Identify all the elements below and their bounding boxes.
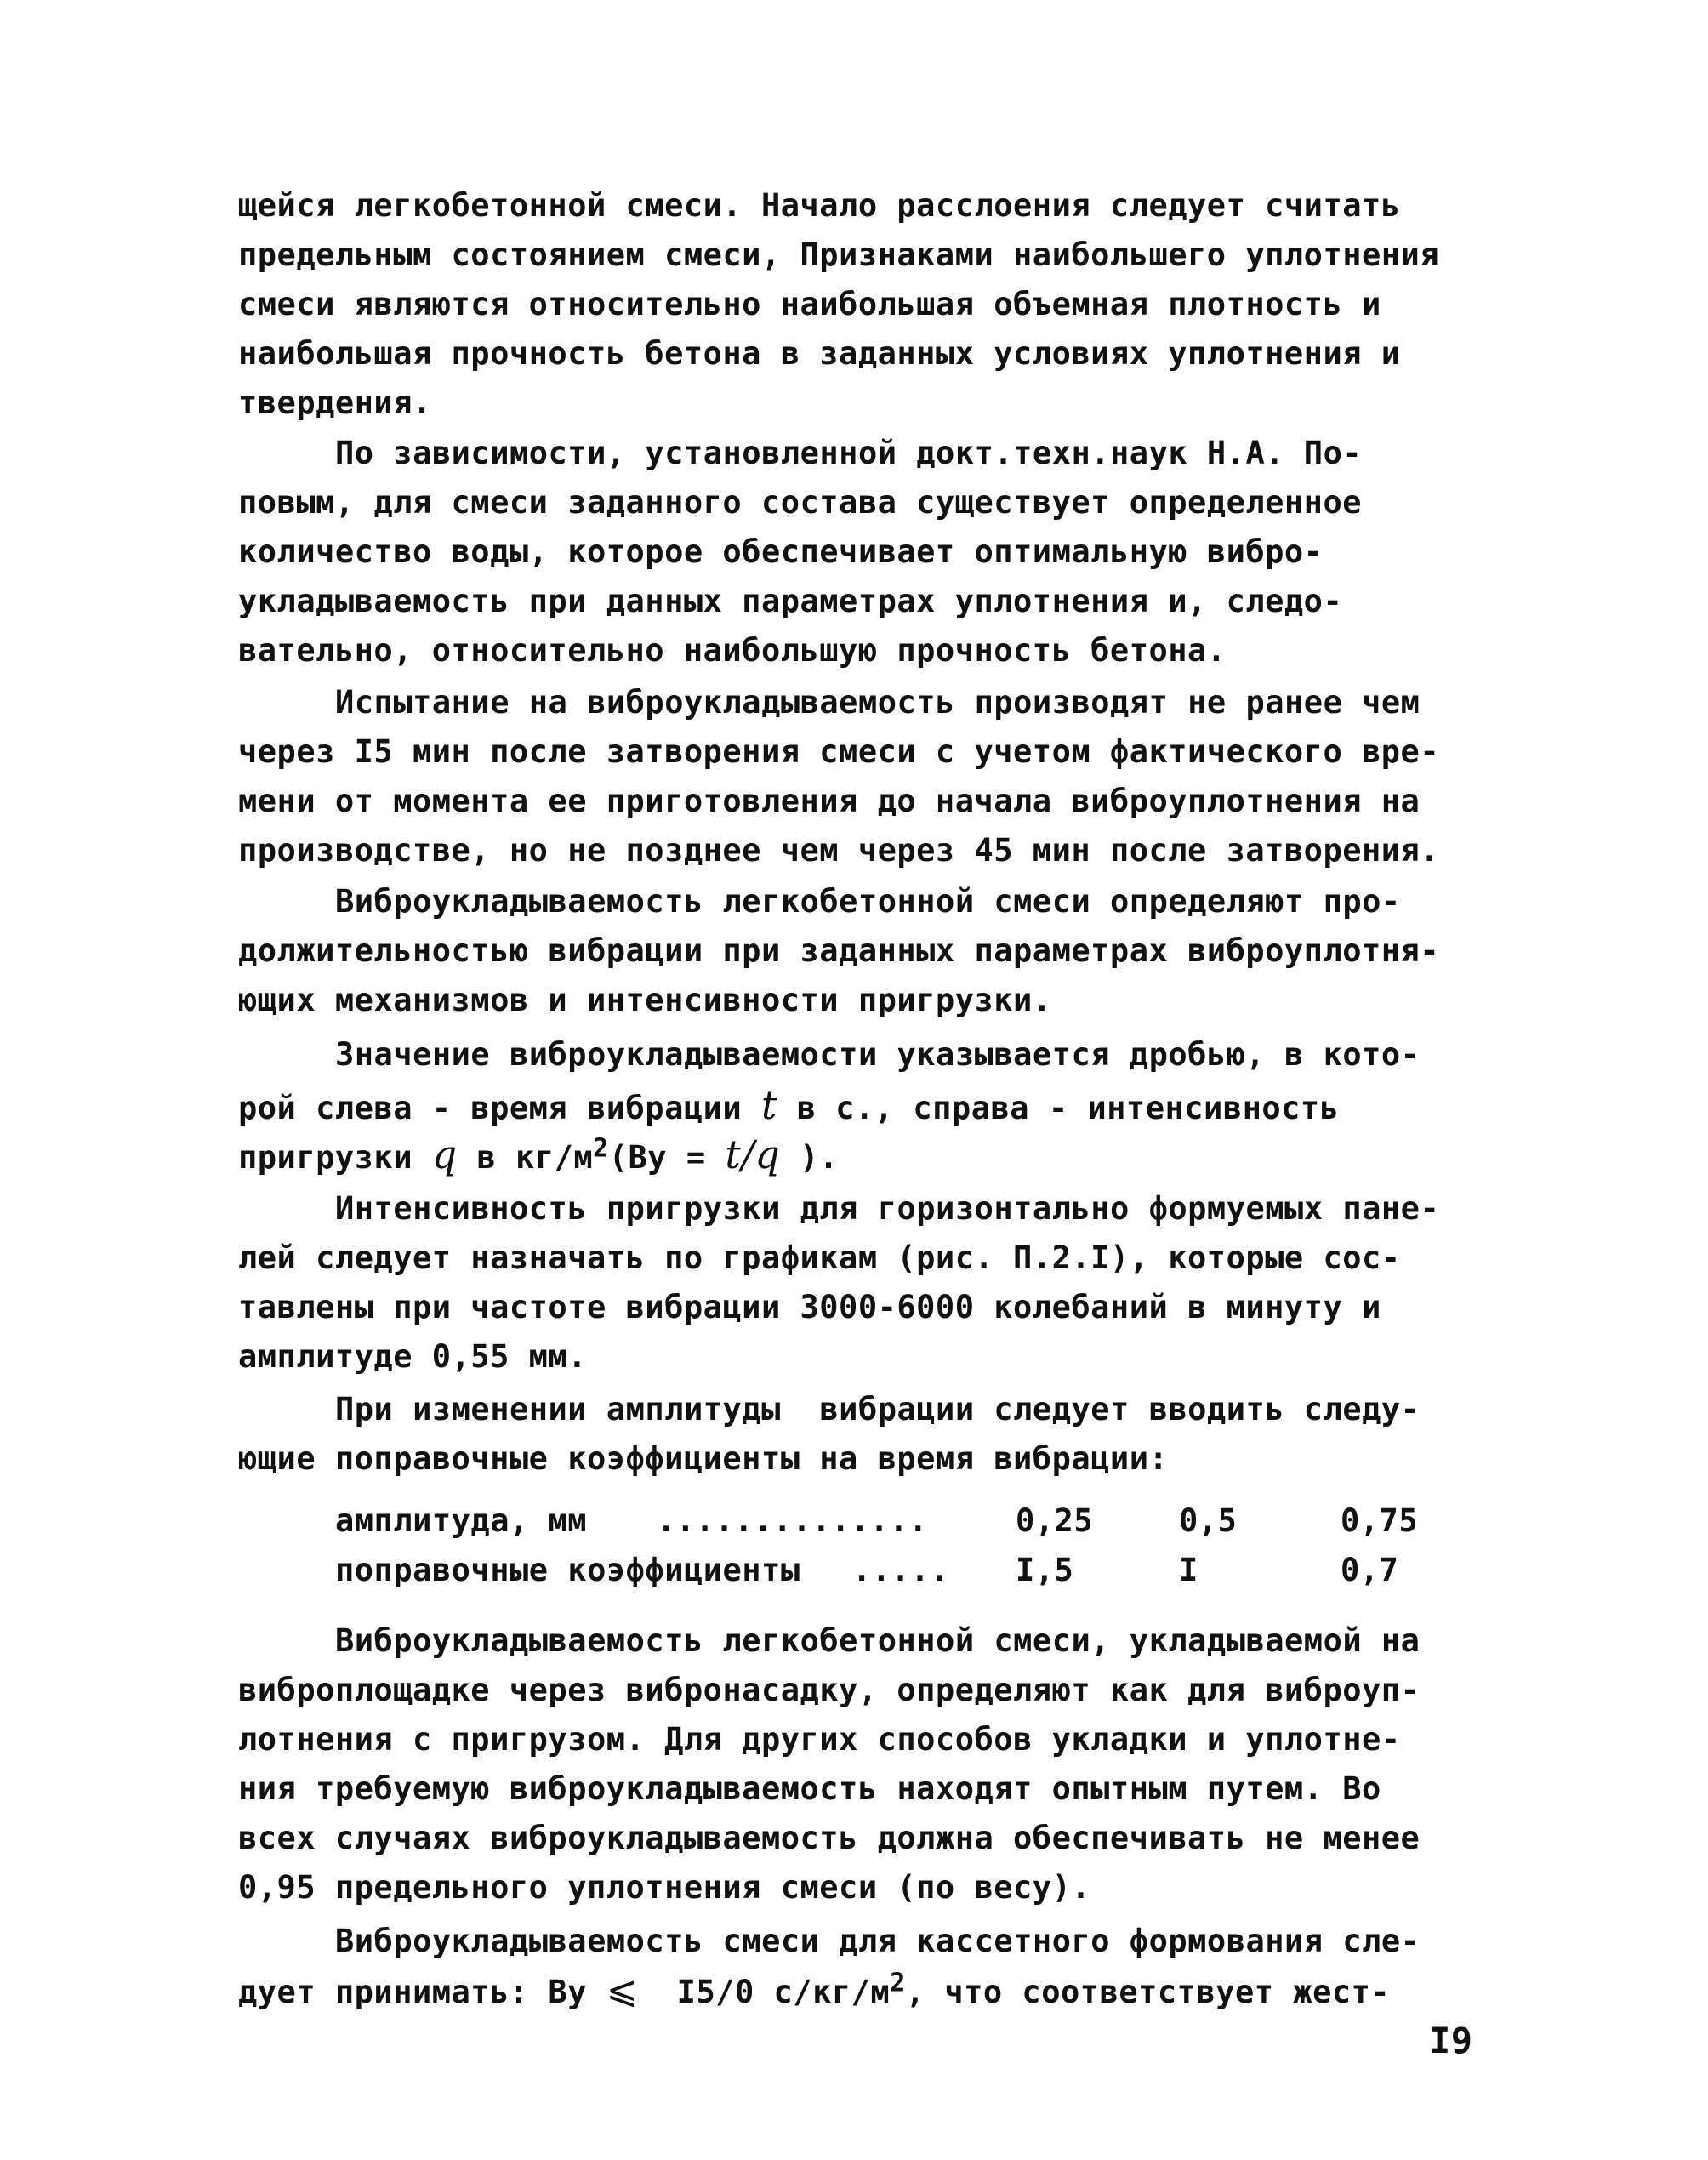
text-line: производстве, но не позднее чем через 45 мин после затворения. (238, 832, 1440, 869)
text-line: Виброукладываемость смеси для кассетного формования сле- (335, 1923, 1420, 1959)
text-line-with-formula (238, 1080, 1339, 1133)
text-line: вательно, относительно наибольшую прочность бетона. (238, 632, 1227, 669)
text-line: щейся легкобетонной смеси. Начало расслоения следует считать (238, 187, 1401, 224)
superscript-2: 2 (593, 1133, 609, 1164)
text-line: По зависимости, установленной докт.техн.наук Н.А. По- (335, 435, 1363, 471)
table-cell: I (1179, 1552, 1198, 1588)
text-line: наибольшая прочность бетона в заданных условиях уплотнения и (238, 335, 1401, 372)
text-line: Испытание на виброукладываемость производят не ранее чем (335, 684, 1420, 721)
text-fragment: в с., справа - интенсивность (777, 1090, 1340, 1126)
text-line: смеси являются относительно наибольшая объемная плотность и (238, 286, 1381, 322)
superscript-2: 2 (890, 1968, 906, 1998)
text-line: ния требуемую виброукладываемость находят опытным путем. Во (238, 1770, 1381, 1807)
text-line: Виброукладываемость легкобетонной смеси определяют про- (335, 883, 1401, 920)
text-line: ющих механизмов и интенсивности пригрузки. (238, 982, 1052, 1018)
text-line-with-formula (238, 1966, 1390, 2017)
text-fragment: дует принимать: Ву (238, 1974, 606, 2010)
text-line: Значение виброукладываемости указывается дробью, в кото- (335, 1036, 1420, 1073)
table-cell: 0,7 (1341, 1552, 1399, 1588)
text-line: лотнения с пригрузом. Для других способов укладки и уплотне- (238, 1721, 1401, 1758)
table-cell: 0,25 (1016, 1502, 1094, 1539)
text-fragment: I5/0 с/кг/м (638, 1974, 891, 2010)
less-or-equal-sign: ⩽ (606, 1969, 639, 2012)
table-row-label: поправочные коэффициенты (335, 1552, 800, 1588)
text-line: лей следует назначать по графикам (рис. П.2.I), которые сос- (238, 1240, 1401, 1276)
table-cell: 0,75 (1341, 1502, 1419, 1539)
table-row-label: амплитуда, мм (335, 1502, 588, 1539)
text-line: мени от момента ее приготовления до начала виброуплотнения на (238, 783, 1420, 819)
text-line: количество воды, которое обеспечивает оптимальную вибро- (238, 533, 1324, 570)
leader-dots: .............. (657, 1502, 928, 1539)
table-cell: 0,5 (1179, 1502, 1238, 1539)
text-line: Интенсивность пригрузки для горизонтально формуемых пане- (335, 1190, 1440, 1227)
text-line: тавлены при частоте вибрации 3000-6000 колебаний в минуту и (238, 1289, 1381, 1325)
table-row (335, 1496, 1441, 1546)
text-line: ющие поправочные коэффициенты на время вибрации: (238, 1440, 1169, 1477)
leader-dots: ..... (852, 1552, 949, 1588)
text-line: всех случаях виброукладываемость должна обеспечивать не менее (238, 1820, 1420, 1856)
text-line: амплитуде 0,55 мм. (238, 1338, 587, 1375)
table-cell: I,5 (1016, 1552, 1074, 1588)
text-fragment: рой слева - время вибрации (238, 1090, 761, 1126)
text-line: твердения. (238, 385, 432, 421)
text-line: повым, для смеси заданного состава существует определенное (238, 484, 1363, 521)
handwritten-q-symbol: q (431, 1131, 458, 1177)
text-fragment: в кг/м (457, 1139, 594, 1176)
text-line: Виброукладываемость легкобетонной смеси, укладываемой на (335, 1622, 1420, 1659)
text-fragment: , что соответствует жест- (905, 1974, 1391, 2010)
text-fragment: ). (780, 1139, 839, 1176)
text-line: предельным состоянием смеси, Признаками наибольшего уплотнения (238, 237, 1440, 273)
text-line: виброплощадке через вибронасадку, определяют как для виброуп- (238, 1672, 1420, 1708)
text-fragment: (Ву = (608, 1139, 726, 1176)
text-line: должительностью вибрации при заданных параметрах виброуплотня- (238, 932, 1440, 969)
text-line: 0,95 предельного уплотнения смеси (по весу). (238, 1869, 1091, 1906)
page-number: I9 (1429, 2020, 1473, 2061)
handwritten-t-symbol: t (760, 1082, 777, 1128)
text-line: укладываемость при данных параметрах уплотнения и, следо- (238, 583, 1343, 619)
table-row (335, 1546, 1441, 1595)
text-line-with-formula (238, 1130, 839, 1183)
handwritten-formula: t/q (725, 1131, 781, 1177)
text-fragment: пригрузки (238, 1139, 432, 1176)
text-line: через I5 мин после затворения смеси с учетом фактического вре- (238, 733, 1440, 770)
text-line: При изменении амплитуды вибрации следует вводить следу- (335, 1391, 1420, 1428)
